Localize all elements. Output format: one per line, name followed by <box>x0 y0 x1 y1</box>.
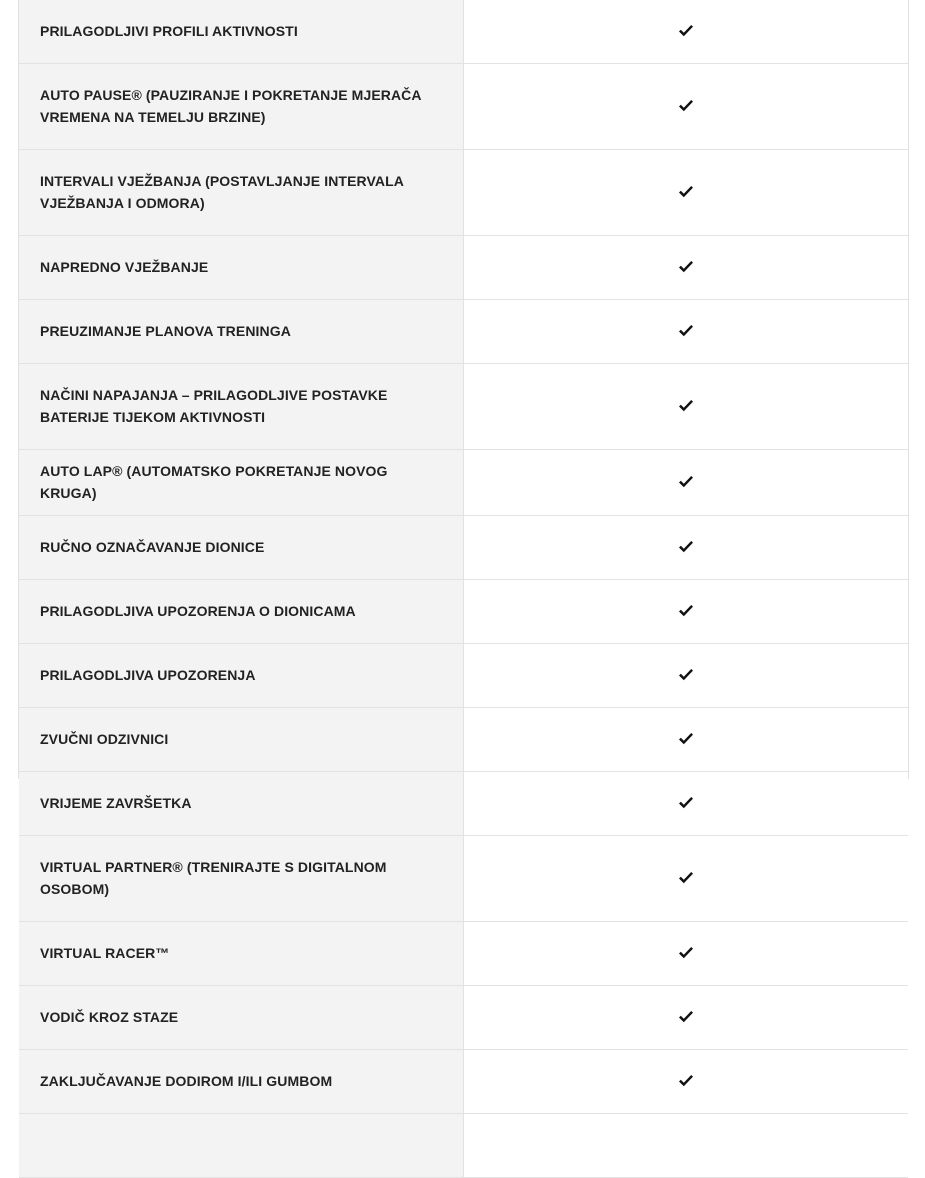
checkmark-icon <box>678 946 694 960</box>
table-row <box>19 836 908 922</box>
checkmark-icon <box>678 540 694 554</box>
feature-label-cut-off <box>19 1114 463 1178</box>
checkmark-icon <box>678 399 694 413</box>
feature-support-cell <box>463 450 908 516</box>
feature-support-cell <box>463 364 908 450</box>
table-row <box>19 986 908 1050</box>
table-row <box>19 708 908 772</box>
feature-support-cell <box>463 580 908 644</box>
checkmark-icon <box>678 604 694 618</box>
table-row <box>19 450 908 516</box>
checkmark-icon <box>678 668 694 682</box>
table-row <box>19 300 908 364</box>
feature-label: ZAKLJUČAVANJE DODIROM I/ILI GUMBOM <box>19 1050 463 1114</box>
feature-label: NAČINI NAPAJANJA – PRILAGODLJIVE POSTAVKE BATERIJE TIJEKOM AKTIVNOSTI <box>19 364 463 450</box>
feature-support-cell <box>463 300 908 364</box>
checkmark-icon <box>678 796 694 810</box>
checkmark-icon <box>678 732 694 746</box>
feature-support-cell <box>463 150 908 236</box>
feature-support-cell <box>463 64 908 150</box>
checkmark-icon <box>678 1010 694 1024</box>
feature-support-cell <box>463 1114 908 1178</box>
feature-support-cell <box>463 836 908 922</box>
table-row <box>19 580 908 644</box>
feature-label: INTERVALI VJEŽBANJA (POSTAVLJANJE INTERVALA VJEŽBANJA I ODMORA) <box>19 150 463 236</box>
table-row <box>19 922 908 986</box>
feature-label: NAPREDNO VJEŽBANJE <box>19 236 463 300</box>
checkmark-icon <box>678 475 694 489</box>
feature-label: VIRTUAL PARTNER® (TRENIRAJTE S DIGITALNOM OSOBOM) <box>19 836 463 922</box>
feature-label: AUTO PAUSE® (PAUZIRANJE I POKRETANJE MJERAČA VREMENA NA TEMELJU BRZINE) <box>19 64 463 150</box>
feature-label: AUTO LAP® (AUTOMATSKO POKRETANJE NOVOG KRUGA) <box>19 450 463 516</box>
feature-support-cell <box>463 516 908 580</box>
checkmark-icon <box>678 24 694 38</box>
checkmark-icon <box>678 99 694 113</box>
feature-label: RUČNO OZNAČAVANJE DIONICE <box>19 516 463 580</box>
feature-label: PRILAGODLJIVA UPOZORENJA <box>19 644 463 708</box>
feature-label: VRIJEME ZAVRŠETKA <box>19 772 463 836</box>
feature-support-cell <box>463 922 908 986</box>
checkmark-icon <box>678 324 694 338</box>
feature-support-cell <box>463 0 908 64</box>
feature-label: ZVUČNI ODZIVNICI <box>19 708 463 772</box>
table-row <box>19 364 908 450</box>
table-row <box>19 0 908 64</box>
table-row <box>19 64 908 150</box>
checkmark-icon <box>678 1074 694 1088</box>
table-row <box>19 516 908 580</box>
checkmark-icon <box>678 260 694 274</box>
features-table <box>18 0 909 1089</box>
table-row <box>19 236 908 300</box>
feature-label: PREUZIMANJE PLANOVA TRENINGA <box>19 300 463 364</box>
feature-support-cell <box>463 644 908 708</box>
feature-label: PRILAGODLJIVA UPOZORENJA O DIONICAMA <box>19 580 463 644</box>
feature-label: VODIČ KROZ STAZE <box>19 986 463 1050</box>
features-table-grid <box>19 0 908 1178</box>
feature-support-cell <box>463 986 908 1050</box>
feature-support-cell <box>463 236 908 300</box>
feature-support-cell <box>463 1050 908 1114</box>
feature-label: VIRTUAL RACER™ <box>19 922 463 986</box>
table-row <box>19 1050 908 1114</box>
feature-support-cell <box>463 708 908 772</box>
checkmark-icon <box>678 185 694 199</box>
feature-label: PRILAGODLJIVI PROFILI AKTIVNOSTI <box>19 0 463 64</box>
checkmark-icon <box>678 871 694 885</box>
table-row <box>19 150 908 236</box>
table-row <box>19 772 908 836</box>
table-row <box>19 1114 908 1178</box>
table-row <box>19 644 908 708</box>
feature-support-cell <box>463 772 908 836</box>
